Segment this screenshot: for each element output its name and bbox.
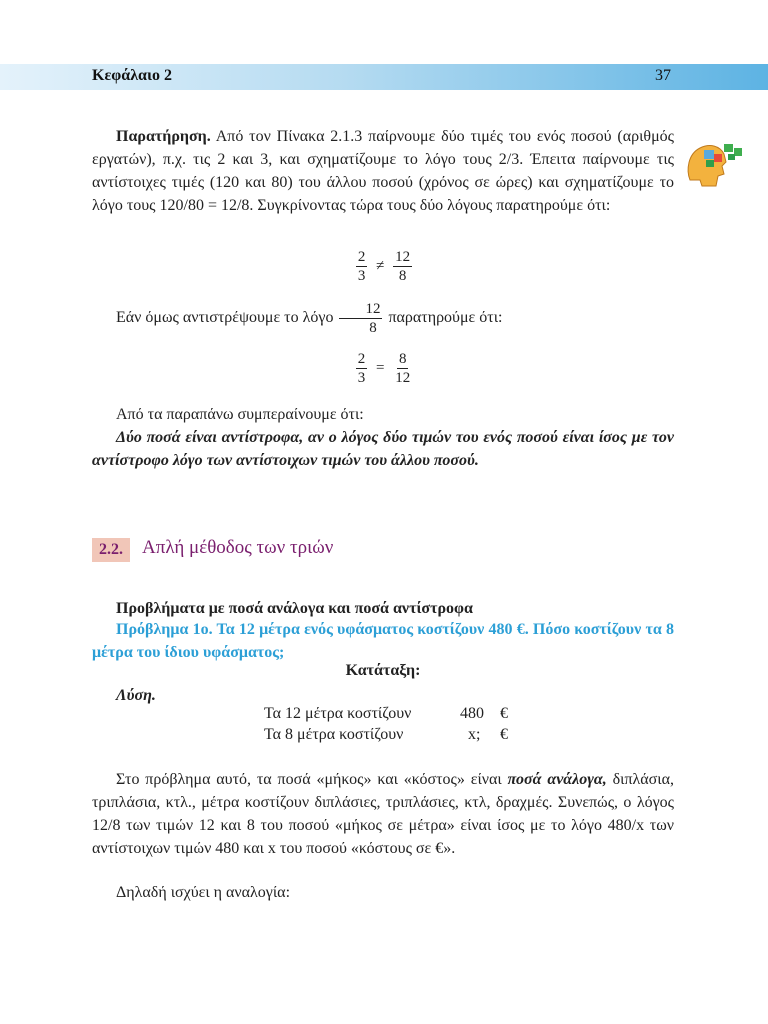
- fraction-left: [356, 248, 368, 285]
- puzzle-head-icon: [684, 140, 746, 192]
- fraction-numerator: 8: [398, 351, 407, 367]
- remark-text: Από τον Πίνακα 2.1.3 παίρνουμε δύο τιμές του ενός ποσού (αριθμός εργατών), π.χ. τις 2 και 3, και σχηματίζουμε το λόγο τους 2/3. Έπειτα παίρνουμε τις αντίστοιχες τιμές (120 και 80) του άλλου ποσού (χρόνος σε ώρες) και σχηματίζουμε το λόγο τους 120/80 = 12/8. Συγκρίνοντας τώρα τους δύο λόγους παρατηρούμε ότι:: [92, 128, 674, 214]
- equality-equation: [0, 350, 768, 387]
- explanation-text: διπλάσια, τριπλάσια, κτλ., μέτρα κοστίζουν διπλάσιες, τριπλάσιες, κτλ, δραχμές. Συνεπώς, ο λόγος 12/8 των τιμών 12 και 8 του ποσού «μήκος σε μέτρα» είναι ίσος με το λόγο 480/x των αντίστοιχων τιμών 480 και x του ποσού «κόστους σε €».: [92, 771, 674, 857]
- cost-row: [264, 705, 512, 723]
- remark-label: Παρατήρηση.: [116, 128, 211, 145]
- invert-text-before: Εάν όμως αντιστρέψουμε το λόγο: [116, 309, 334, 327]
- explanation-paragraph: [92, 768, 674, 860]
- fraction-numerator: 12: [395, 249, 411, 265]
- cost-value: x;: [468, 726, 481, 743]
- conclusion-intro: Από τα παραπάνω συμπεραίνουμε ότι:: [116, 406, 364, 423]
- fraction-numerator: 12: [339, 300, 382, 319]
- page-number: 37: [655, 67, 671, 84]
- fraction-denominator: 8: [398, 268, 407, 284]
- problem-1-statement: Πρόβλημα 1ο. Τα 12 μέτρα ενός υφάσματος κοστίζουν 480 €. Πόσο κοστίζουν τα 8 μέτρα του ίδιου υφάσματος;: [92, 621, 674, 661]
- inverse-definition: Δύο ποσά είναι αντίστροφα, αν ο λόγος δύο τιμών του ενός ποσού είναι ίσος με τον αντίστροφο λόγο των αντίστοιχων τιμών του άλλου ποσού.: [92, 429, 674, 469]
- equal-sign: =: [376, 360, 385, 376]
- proportion-line: Δηλαδή ισχύει η αναλογία:: [116, 884, 291, 901]
- fraction-denominator: 8: [369, 320, 377, 336]
- cost-row: [264, 726, 512, 744]
- fraction-denominator: 12: [395, 370, 411, 386]
- section-number: 2.2.: [92, 538, 130, 562]
- cost-unit: €: [500, 705, 508, 722]
- fraction-denominator: 3: [357, 268, 366, 284]
- invert-ratio-line: [92, 300, 674, 337]
- not-equal-sign: ≠: [376, 258, 385, 274]
- explanation-text: Στο πρόβλημα αυτό, τα ποσά «μήκος» και «κόστος» είναι: [116, 771, 508, 788]
- cost-label: Τα 8 μέτρα κοστίζουν: [264, 726, 404, 743]
- solution-label: Λύση.: [116, 687, 156, 704]
- remark-paragraph: [92, 125, 674, 217]
- inline-fraction: [339, 300, 382, 337]
- arrangement-label: Κατάταξη:: [345, 662, 421, 679]
- cost-label: Τα 12 μέτρα κοστίζουν: [264, 705, 412, 722]
- fraction-left: [356, 350, 368, 387]
- explanation-bold: ποσά ανάλογα,: [507, 771, 607, 788]
- cost-value: 480: [460, 705, 484, 722]
- fraction-denominator: 3: [357, 370, 366, 386]
- chapter-title: Κεφάλαιο 2: [92, 67, 172, 84]
- fraction-right: [393, 350, 412, 387]
- inequality-equation: [0, 248, 768, 285]
- problems-heading: Προβλήματα με ποσά ανάλογα και ποσά αντίστροφα: [116, 600, 473, 617]
- fraction-numerator: 2: [357, 249, 366, 265]
- fraction-right: [393, 248, 412, 285]
- fraction-numerator: 2: [357, 351, 366, 367]
- invert-text-after: παρατηρούμε ότι:: [388, 309, 503, 327]
- cost-unit: €: [500, 726, 508, 743]
- section-title: Απλή μέθοδος των τριών: [142, 537, 334, 558]
